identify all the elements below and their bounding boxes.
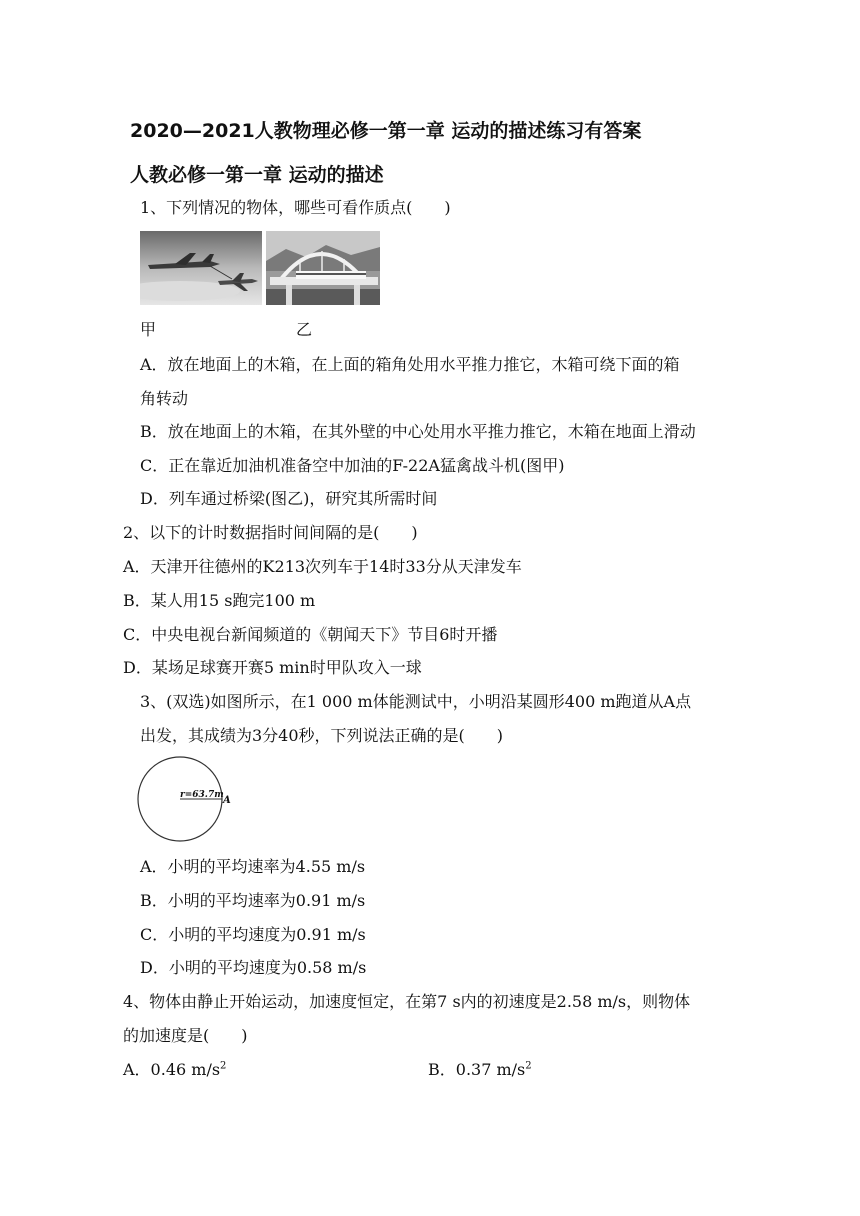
q1-option-c: C．正在靠近加油机准备空中加油的F-22A猛禽战斗机(图甲) — [140, 456, 565, 475]
q1-option-a-line2: 角转动 — [140, 389, 189, 408]
q4-stem-line1: 4、物体由静止开始运动，加速度恒定，在第7 s内的初速度是2.58 m/s，则物体 — [123, 992, 691, 1011]
chapter-subtitle: 人教必修一第一章 运动的描述 — [130, 164, 384, 186]
q3-stem-line2: 出发，其成绩为3分40秒，下列说法正确的是( ) — [140, 726, 504, 745]
train-bridge-image — [266, 231, 380, 305]
refueling-aircraft-image — [140, 231, 262, 305]
q1-option-a-line1: A．放在地面上的木箱，在上面的箱角处用水平推力推它，木箱可绕下面的箱 — [140, 355, 680, 374]
image-label-yi: 乙 — [296, 320, 313, 339]
q3-option-d: D．小明的平均速度为0.58 m/s — [140, 958, 367, 977]
q4-option-b: B．0.37 $m/s^2$ — [428, 1060, 532, 1079]
q3-option-b: B．小明的平均速率为0.91 m/s — [140, 891, 366, 910]
q2-option-b: B．某人用15 s跑完100 m — [123, 591, 316, 610]
q3-option-c: C．小明的平均速度为0.91 m/s — [140, 925, 366, 944]
q3-stem-line1: 3、(双选)如图所示，在1 000 m体能测试中，小明沿某圆形400 m跑道从A点 — [140, 692, 692, 711]
q1-option-d: D．列车通过桥梁(图乙)，研究其所需时间 — [140, 489, 438, 508]
circular-track-figure — [136, 756, 236, 846]
q2-option-c: C．中央电视台新闻频道的《朝闻天下》节目6时开播 — [123, 625, 498, 644]
q1-option-b: B．放在地面上的木箱，在其外壁的中心处用水平推力推它，木箱在地面上滑动 — [140, 422, 696, 441]
q2-option-a: A．天津开往德州的K213次列车于14时33分从天津发车 — [123, 557, 522, 576]
point-a-label: A — [223, 795, 231, 806]
image-label-jia: 甲 — [140, 320, 157, 339]
q2-option-d: D．某场足球赛开赛5 min时甲队攻入一球 — [123, 658, 422, 677]
q3-option-a: A．小明的平均速率为4.55 m/s — [140, 857, 366, 876]
q2-stem: 2、以下的计时数据指时间间隔的是( ) — [123, 523, 418, 542]
radius-label: r=63.7m — [180, 790, 224, 800]
q4-option-a: A．0.46 $m/s^2$ — [123, 1060, 227, 1079]
q1-stem: 1、下列情况的物体，哪些可看作质点( ) — [140, 198, 451, 217]
document-title: 2020—2021人教物理必修一第一章 运动的描述练习有答案 — [130, 120, 642, 142]
q4-stem-line2: 的加速度是( ) — [123, 1026, 248, 1045]
